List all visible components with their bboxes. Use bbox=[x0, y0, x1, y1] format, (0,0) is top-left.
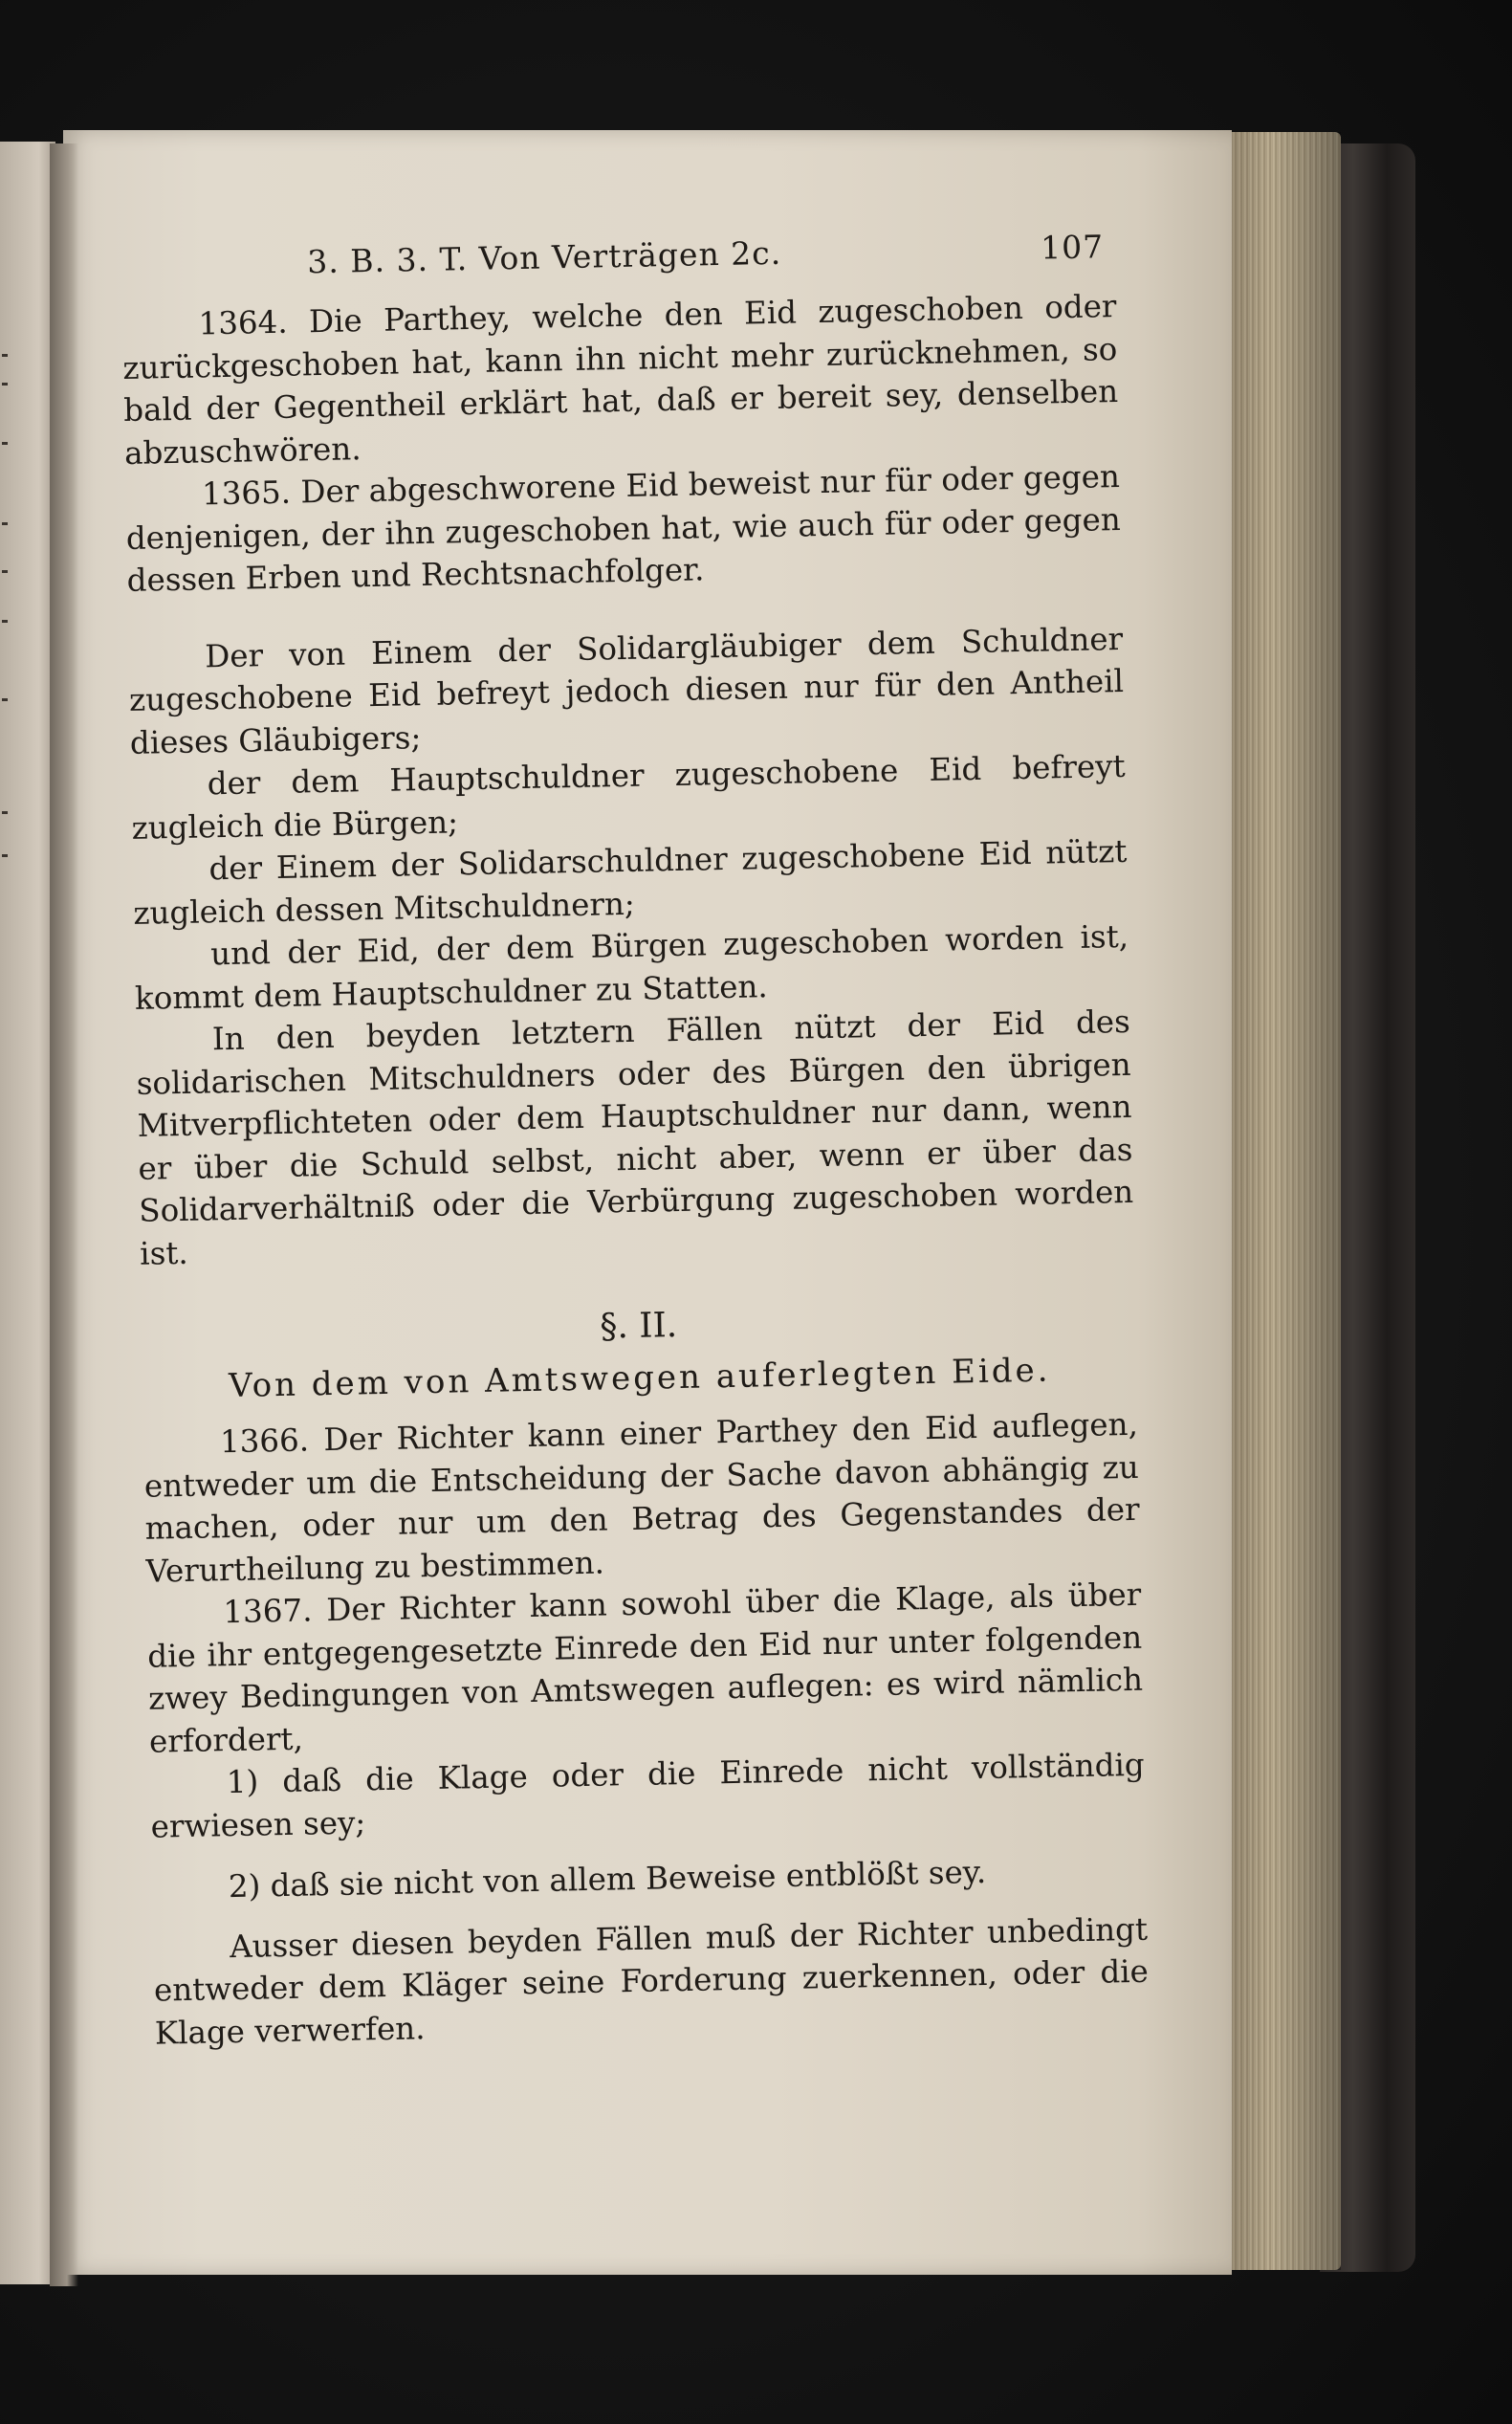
paragraph-solidar-2: der dem Hauptschuldner zugeschobene Eid befreyt zugleich die Bürgen; bbox=[131, 747, 1126, 847]
page-mark bbox=[2, 354, 8, 357]
section-number: §. II. bbox=[599, 1306, 678, 1347]
page-mark bbox=[2, 854, 8, 857]
condition-1: 1) daß die Klage oder die Einrede nicht vollständig erwiesen sey; bbox=[150, 1746, 1146, 1845]
paragraph-1367: 1367. Der Richter kann sowohl über die Klage, als über die ihr entgegengesetzte Einrede den Eid nur unter folgenden zwey Bedingungen von Amtswegen auflegen: es wird nämlich erfordert, bbox=[146, 1576, 1144, 1760]
running-title: 3. B. 3. T. Von Verträgen 2c. bbox=[306, 233, 782, 281]
page-mark bbox=[2, 620, 8, 623]
section-title: Von dem von Amtswegen auferlegten Eide. bbox=[228, 1351, 1051, 1406]
paragraph-solidar-4: und der Eid, der dem Bürgen zugeschoben worden ist, kommt dem Hauptschuldner zu Statten. bbox=[134, 917, 1129, 1017]
paragraph-1366: 1366. Der Richter kann einer Parthey den Eid auflegen, entweder um die Entscheidung der Sache davon abhängig zu machen, oder nur um den Betrag des Gegenstandes der Verurtheilung zu bestimmen. bbox=[143, 1405, 1140, 1590]
page-gutter bbox=[50, 143, 78, 2286]
left-page-edge bbox=[0, 142, 55, 2284]
page-mark bbox=[2, 811, 8, 814]
page-mark bbox=[2, 442, 8, 445]
paragraph-closing: Ausser diesen beyden Fällen muß der Richter unbedingt entweder dem Kläger seine Forderung zuerkennen, oder die Klage verwerfen. bbox=[153, 1910, 1150, 2052]
paragraph-1364: 1364. Die Parthey, welche den Eid zugeschoben oder zurückgeschoben hat, kann ihn nicht mehr zurücknehmen, so bald der Gegentheil erklärt hat, daß er bereit sey, denselben abzuschwören. bbox=[122, 288, 1119, 472]
page-text bbox=[121, 228, 1150, 2055]
paragraph-solidar-5: In den beyden letztern Fällen nützt der Eid des solidarischen Mitschuldners oder des Bürgen den übrigen Mitverpflichteten oder dem Hauptschuldner nur dann, wenn er über die Schuld selbst, nicht aber, wenn er über das Solidarverhältniß oder die Verbürgung zugeschoben worden ist. bbox=[136, 1003, 1134, 1272]
paragraph-solidar-3: der Einem der Solidarschuldner zugeschobene Eid nützt zugleich dessen Mitschuldnern; bbox=[133, 832, 1128, 932]
paragraph-solidar-1: Der von Einem der Solidargläubiger dem Schuldner zugeschobene Eid befreyt jedoch diesen nur für den Antheil dieses Gläubigers; bbox=[128, 620, 1125, 761]
condition-2: 2) daß sie nicht von allem Beweise entblößt sey. bbox=[228, 1853, 987, 1906]
fore-edge-shadow bbox=[1226, 132, 1341, 2270]
paragraph-1365: 1365. Der abgeschworene Eid beweist nur für oder gegen denjenigen, der ihn zugeschoben hat, wie auch für oder gegen dessen Erben und Rechtsnachfolger. bbox=[125, 457, 1122, 599]
page-mark bbox=[2, 570, 8, 573]
page-mark bbox=[2, 522, 8, 525]
page-mark bbox=[2, 698, 8, 701]
page-mark bbox=[2, 383, 8, 386]
page-number: 107 bbox=[1040, 228, 1105, 267]
